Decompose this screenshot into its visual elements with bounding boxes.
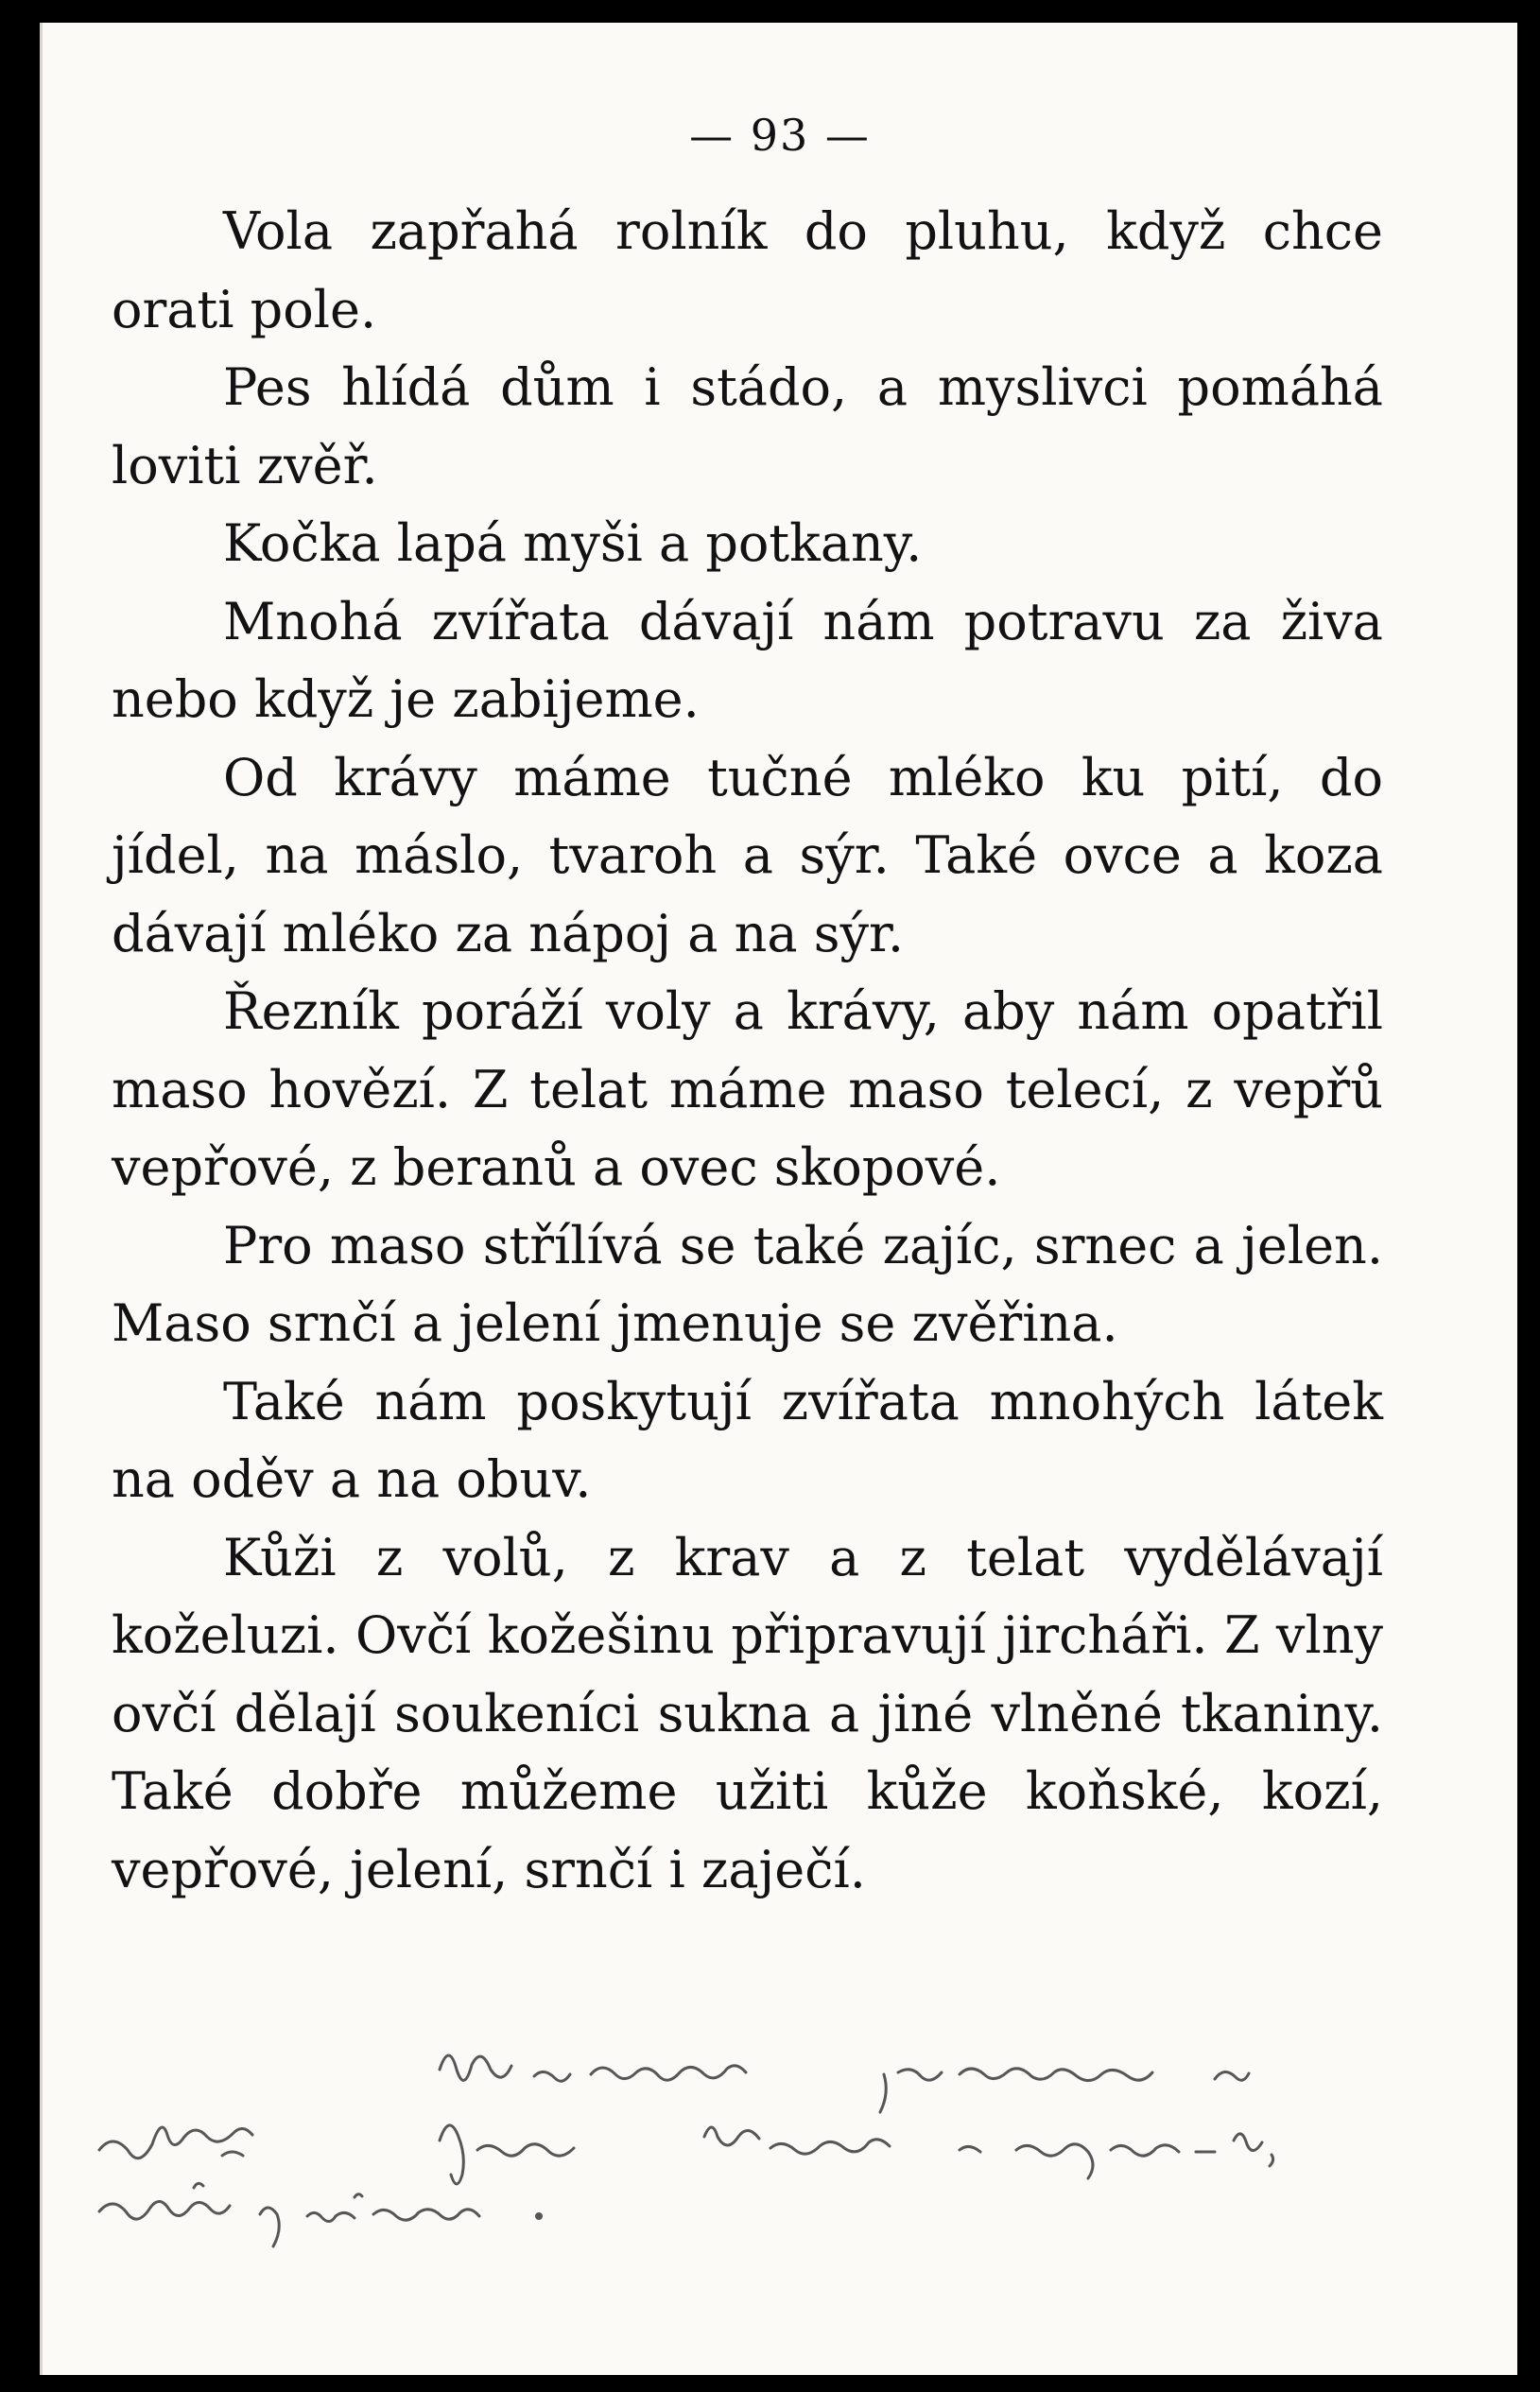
- page-number: — 93 —: [689, 110, 871, 161]
- paragraph-8: Také nám poskytují zvířata mnohých látek na oděv a na obuv.: [112, 1371, 1383, 1509]
- paragraph-4: Mnohá zvířata dávají nám potravu za živa nebo když je zabijeme.: [112, 591, 1383, 729]
- paragraph-7: Pro maso střílívá se také zajíc, srnec a jelen. Maso srnčí a jelení jmenuje se zvěřina.: [112, 1215, 1383, 1353]
- paragraph-2: Pes hlídá dům i stádo, a myslivci pomáhá loviti zvěř.: [112, 357, 1383, 495]
- paragraph-1: Vola zapřahá rolník do pluhu, když chce orati pole.: [112, 201, 1383, 339]
- book-page: [40, 23, 1517, 2375]
- paragraph-6: Řezník poráží voly a krávy, aby nám opatřil maso hovězí. Z telat máme maso telecí, z vepřů vepřové, z beranů a ovec skopové.: [112, 981, 1383, 1197]
- paragraph-5: Od krávy máme tučné mléko ku pití, do jídel, na máslo, tvaroh a sýr. Také ovce a koza dávají mléko za nápoj a na sýr.: [112, 747, 1383, 963]
- page-text: [112, 193, 1383, 1909]
- paragraph-9: Kůži z volů, z krav a z telat vydělávají koželuzi. Ovčí kožešinu připravují jircháři. Z vlny ovčí dělají soukeníci sukna a jiné vlněné tkaniny. Také dobře můžeme užiti kůže koňské, kozí, vepřové, jelení, srnčí i zaječí.: [112, 1527, 1383, 1899]
- paragraph-3: Kočka lapá myši a potkany.: [223, 513, 923, 573]
